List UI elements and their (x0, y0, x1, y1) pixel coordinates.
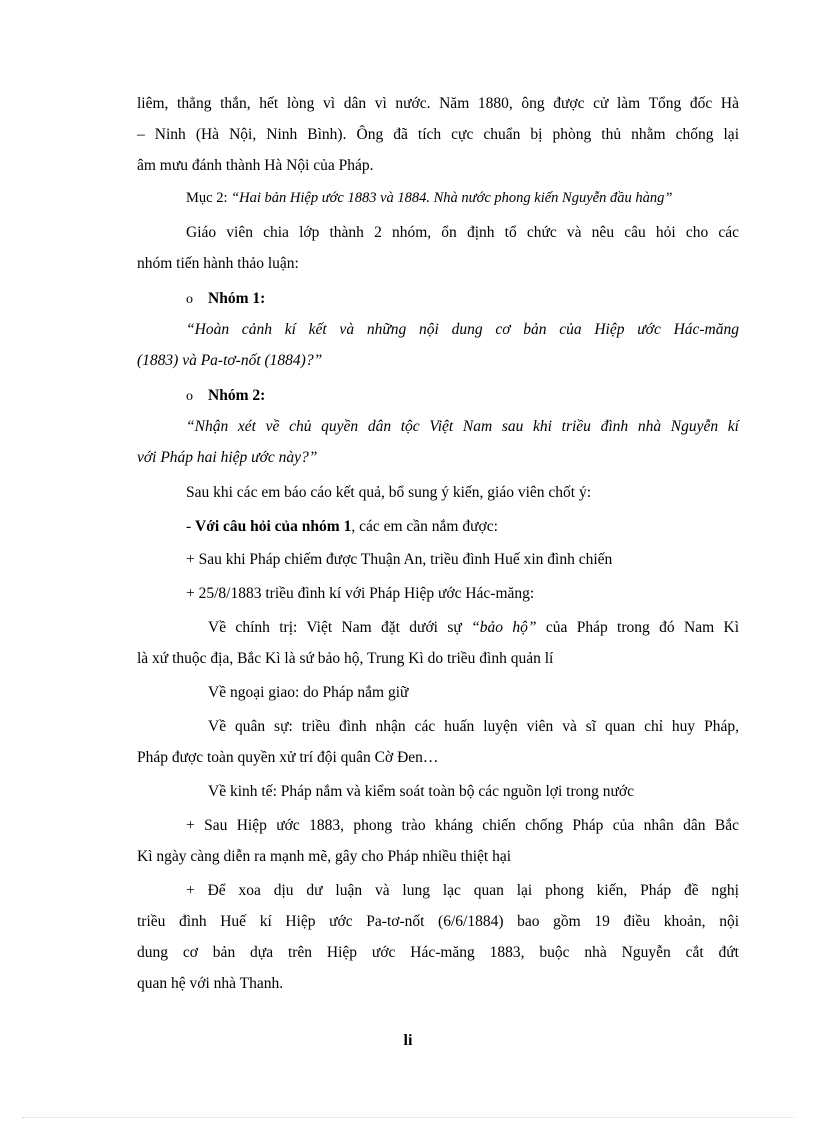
group1-heading (186, 283, 788, 315)
politics-line (208, 612, 739, 643)
patonot-line: triều đình Huế kí Hiệp ước Pa-tơ-nốt (6/6/1884) bao gồm 19 điều khoản, nội (137, 913, 739, 930)
text-line: liêm, thẳng thắn, hết lòng vì dân vì nước. Năm 1880, ông được cử làm Tổng đốc Hà (137, 95, 739, 112)
group2-heading (186, 380, 788, 412)
military-line: Pháp được toàn quyền xử trí đội quân Cờ Đen… (137, 749, 439, 766)
politics-post: của Pháp trong đó Nam Kì (536, 619, 739, 636)
point-thuan-an: + Sau khi Pháp chiếm được Thuận An, triều đình Huế xin đình chiến (186, 551, 613, 568)
answer1-bold: Với câu hỏi của nhóm 1 (195, 518, 352, 535)
text-line: âm mưu đánh thành Hà Nội của Pháp. (137, 157, 374, 174)
section-heading-muc2 (186, 183, 739, 214)
section-prefix: Mục 2: (186, 190, 232, 206)
point-1883: + 25/8/1883 triều đình kí với Pháp Hiệp ước Hác-măng: (186, 585, 535, 602)
page-number: li (403, 1032, 413, 1049)
patonot-line: quan hệ với nhà Thanh. (137, 975, 284, 992)
section-title: “Hai bản Hiệp ước 1883 và 1884. Nhà nước phong kiến Nguyễn đầu hàng” (231, 190, 673, 206)
bullet-circle-icon: o (186, 292, 193, 307)
military-line: Về quân sự: triều đình nhận các huấn luyện viên và sĩ quan chỉ huy Pháp, (208, 718, 739, 735)
group1-question: (1883) và Pa-tơ-nốt (1884)?” (137, 352, 323, 369)
politics-line: là xứ thuộc địa, Bắc Kì là sứ bảo hộ, Trung Kì do triều đình quản lí (137, 650, 554, 667)
group2-question: với Pháp hai hiệp ước này?” (137, 449, 318, 466)
summary-line: Sau khi các em báo cáo kết quả, bổ sung ý kiến, giáo viên chốt ý: (186, 484, 592, 501)
text-line: – Ninh (Hà Nội, Ninh Bình). Ông đã tích cực chuẩn bị phòng thủ nhằm chống lại (137, 126, 739, 143)
politics-em: “bảo hộ” (471, 619, 537, 636)
intro-line: nhóm tiến hành thảo luận: (137, 255, 299, 272)
group1-label: Nhóm 1: (208, 290, 266, 307)
intro-line: Giáo viên chia lớp thành 2 nhóm, ổn định tổ chức và nêu câu hỏi cho các (186, 224, 739, 241)
group1-question: “Hoàn cảnh kí kết và những nội dung cơ bản của Hiệp ước Hác-măng (186, 321, 739, 338)
answer1-rest: , các em cần nắm được: (351, 518, 498, 535)
answer1-heading (186, 511, 739, 542)
bullet-circle-icon: o (186, 389, 193, 404)
after-1883-line: + Sau Hiệp ước 1883, phong trào kháng chiến chống Pháp của nhân dân Bắc (186, 817, 739, 834)
patonot-line: dung cơ bản dựa trên Hiệp ước Hác-măng 1883, buộc nhà Nguyễn cắt đứt (137, 944, 739, 961)
diplomacy-line: Về ngoại giao: do Pháp nắm giữ (208, 684, 409, 701)
group2-label: Nhóm 2: (208, 387, 266, 404)
economy-line: Về kinh tế: Pháp nắm và kiểm soát toàn bộ các nguồn lợi trong nước (208, 783, 634, 800)
patonot-line: + Để xoa dịu dư luận và lung lạc quan lại phong kiến, Pháp đề nghị (186, 882, 739, 899)
after-1883-line: Kì ngày càng diễn ra mạnh mẽ, gây cho Pháp nhiều thiệt hại (137, 848, 512, 865)
page-bottom-divider (22, 1117, 794, 1118)
group2-question: “Nhận xét về chủ quyền dân tộc Việt Nam sau khi triều đình nhà Nguyễn kí (186, 418, 739, 435)
answer1-dash: - (186, 518, 196, 535)
politics-pre: Về chính trị: Việt Nam đặt dưới sự (208, 619, 472, 636)
